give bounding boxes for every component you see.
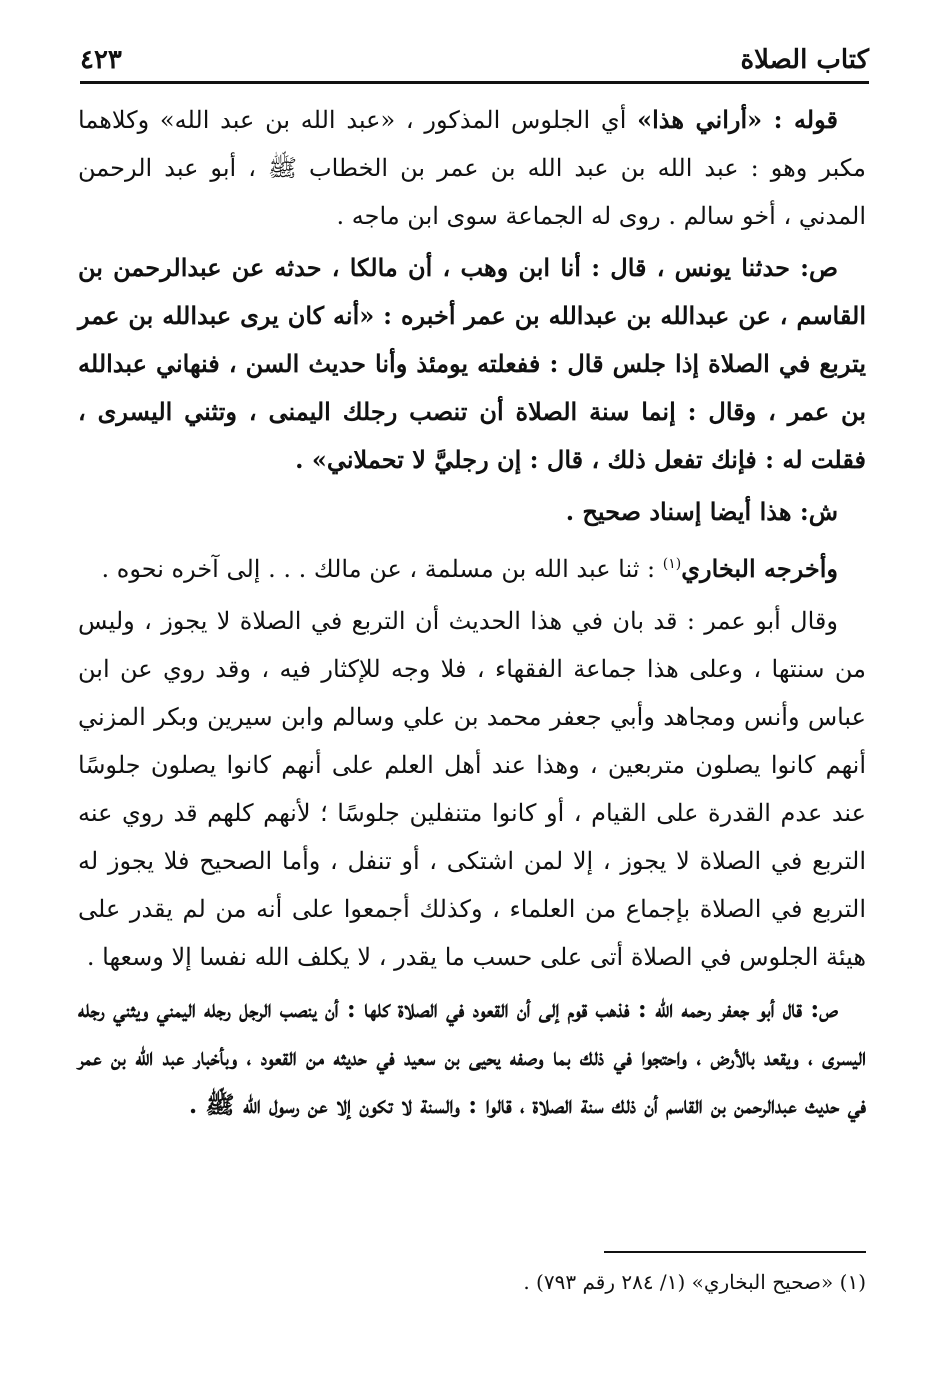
running-title: كتاب الصلاة — [740, 45, 869, 75]
paragraph-lead: وأخرجه البخاري — [681, 554, 838, 583]
paragraph-lead: ص: — [800, 253, 838, 282]
footnote-divider — [604, 1251, 866, 1253]
paragraph-abu-umar — [78, 597, 866, 981]
footnote: (١) «صحيح البخاري» (١/ ٢٨٤ رقم ٧٩٣) . — [523, 1270, 866, 1294]
paragraph-lead: قوله : «أراني هذا» — [637, 105, 838, 134]
paragraph-text: وقال أبو عمر : قد بان في هذا الحديث أن التربع في الصلاة لا يجوز ، وليس من سنتها ، وعلى هذا جماعة الفقهاء ، فلا وجه للإكثار فيه ، وقد روي عن ابن عباس وأنس ومجاهد وأبي جعفر محمد بن علي وسالم وابن سيرين وبكر المزني أنهم كانوا يصلون متربعين ، وهذا عند أهل العلم على أنهم كانوا يصلون جلوسًا عند عدم القدرة على القيام ، أو كانوا متنفلين جلوسًا ؛ لأنهم كلهم قد روي عنه التربع في الصلاة لا يجوز ، إلا لمن اشتكى ، أو تنفل ، وأما الصحيح فلا يجوز له التربع في الصلاة بإجماع من العلماء ، وكذلك أجمعوا على أنه من لم يقدر على هيئة الجلوس في الصلاة أتى على حسب ما يقدر ، لا يكلف الله نفسا إلا وسعها . — [78, 607, 866, 971]
paragraph-text: هذا أيضا إسناد صحيح . — [565, 497, 800, 526]
paragraph-text: : ثنا عبد الله بن مسلمة ، عن مالك . . . إلى آخره نحوه . — [101, 555, 663, 583]
paragraph-sharh — [78, 488, 866, 536]
paragraph-hadith-text — [78, 244, 866, 484]
paragraph-takhrij — [78, 540, 866, 593]
page-header — [80, 36, 869, 84]
paragraph-text: أي الجلوس المذكور ، «عبد الله بن عبد الله» وكلاهما مكبر وهو : عبد الله بن عبد الله بن عمر بن الخطاب ﷺ ، أبو عبد الرحمن المدني ، أخو سالم . روى له الجماعة سوى ابن ماجه . — [78, 106, 866, 230]
paragraph-lead: ش: — [799, 497, 838, 526]
page-number: ٤٢٣ — [80, 45, 122, 75]
paragraph-text: حدثنا يونس ، قال : أنا ابن وهب ، أن مالكا ، حدثه عن عبدالرحمن بن القاسم ، عن عبدالله بن عبدالله بن عمر أخبره : «أنه كان يرى عبدالله بن عمر يتربع في الصلاة إذا جلس قال : ففعلته يومئذ وأنا حديث السن ، فنهاني عبدالله بن عمر ، وقال : إنما سنة الصلاة أن تنصب رجلك اليمنى ، وتثني اليسرى ، فقلت له : فإنك تفعل ذلك ، قال : إن رجليَّ لا تحملاني» . — [78, 253, 866, 474]
paragraph-abu-jafar — [78, 985, 866, 1129]
paragraph-lead: ص: — [810, 994, 838, 1023]
footnote-reference[interactable]: (١) — [662, 556, 682, 572]
paragraph-commentary — [78, 96, 866, 240]
paragraph-text: قال أبو جعفر رحمه الله : فذهب قوم إلى أن القعود في الصلاة كلها : أن ينصب الرجل رجله اليمني ويثني رجله اليسرى ، ويقعد بالأرض ، واحتجوا في ذلك بما وصفه يحيى بن سعيد في حديثه من القعود ، وبأخبار عبد الله بن عمر في حديث عبدالرحمن بن القاسم أن ذلك سنة الصلاة ، قالوا : والسنة لا تكون إلا عن رسول الله ﷺ . — [78, 994, 867, 1119]
page-body — [78, 96, 866, 1133]
